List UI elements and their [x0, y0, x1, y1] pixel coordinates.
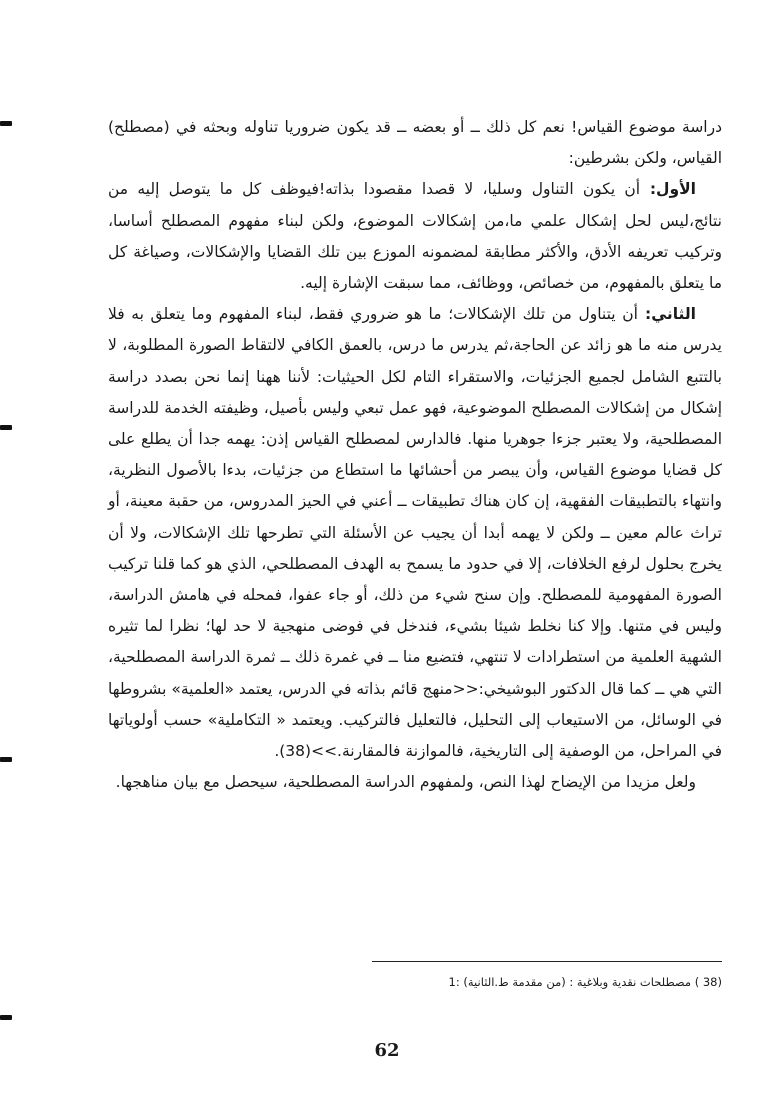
paragraph-text: ولعل مزيدا من الإيضاح لهذا النص، ولمفهوم الدراسة المصطلحية، سيحصل مع بيان مناهجها. — [115, 773, 696, 792]
paragraph-second-condition — [108, 299, 722, 767]
footnote-separator — [372, 961, 722, 962]
paragraph-text: أن يكون التناول وسليا، لا قصدا مقصودا بذاته!فيوظف كل ما يتوصل إليه من نتائج،ليس لحل إشكال علمي ما،من إشكالات الموضوع، ولكن لبناء مفهوم المصطلح أساسا، وتركيب تعريفه الأدق، والأكثر مطابقة لمضمونه الموزع بين تلك القضايا والإشكالات، وصياغة كل ما يتعلق بالمفهوم، من خصائص، ووظائف، مما سبقت الإشارة إليه. — [108, 180, 722, 293]
paragraph-intro — [108, 112, 722, 174]
body-text — [108, 112, 722, 798]
margin-mark-bottom — [0, 1015, 12, 1020]
paragraph-text: أن يتناول من تلك الإشكالات؛ ما هو ضروري فقط، لبناء المفهوم وما يتعلق به فلا يدرس منه ما هو زائد عن الحاجة،ثم يدرس ما درس، بالعمق الكافي لالتقاط الصورة المطلوبة، لا بالتتبع الشامل لجميع الجزئيات، والاستقراء التام لكل الحيثيات: لأننا ههنا إنما نحن بصدد دراسة إشكال من إشكالات المصطلح الموضوعية، فهو عمل تبعي وليس بأصيل، وظيفته الخدمة للدراسة المصطلحية، ولا يعتبر جزءا جوهريا منها. فالدارس لمصطلح القياس إذن: يهمه جدا أن يطلع على كل قضايا موضوع القياس، وأن يبصر من أحشائها ما استطاع من جزئيات، بدءا بالأصول النظرية، وانتهاء بالتطبيقات الفقهية، إن كان هناك تطبيقات ــ أعني في الحيز المدروس، من حقبة معينة، أو تراث عالم معين ــ ولكن لا يهمه أبدا أن يجيب عن الأسئلة التي تطرحها تلك الإشكالات، ولا أن يخرج بحلول لرفع الخلافات، إلا في حدود ما يسمح به الهدف المصطلحي، الذي هو كما قلنا تركيب الصورة المفهومية للمصطلح. وإن سنح شيء من ذلك، أو جاء عفوا، فمحله في هامش الدراسة، وليس في متنها. وإلا كنا نخلط شيئا بشيء، فندخل في فوضى منهجية لا حد لها؛ نظرا لما تثيره الشهية العلمية من استطرادات لا تنتهي، فتضيع منا ــ في غمرة ذلك ــ ثمرة الدراسة المصطلحية، التي هي ــ كما قال الدكتور البوشيخي:<<منهج قائم بذاته في الدرس، يعتمد «العلمية» بشروطها في الوسائل، من الاستيعاب إلى التحليل، فالتعليل فالتركيب. ويعتمد « التكاملية» حسب أولوياتها في المراحل، من الوصفية إلى التاريخية، فالموازنة فالمقارنة.>>(38). — [108, 305, 722, 761]
paragraph-closing — [108, 767, 722, 798]
paragraph-lead: الثاني: — [637, 305, 696, 324]
page-number: 62 — [374, 1040, 400, 1061]
margin-mark-upper-middle — [0, 425, 12, 430]
paragraph-lead: الأول: — [640, 180, 696, 199]
footnote: (38 ) مصطلحات نقدية وبلاغية : (من مقدمة ط.الثانية) :1 — [448, 975, 722, 989]
margin-mark-top — [0, 121, 12, 126]
paragraph-text: دراسة موضوع القياس! نعم كل ذلك ــ أو بعضه ــ قد يكون ضروريا تناوله وبحثه في (مصطلح) القياس، ولكن بشرطين: — [108, 118, 722, 168]
paragraph-first-condition — [108, 174, 722, 299]
margin-mark-lower-middle — [0, 757, 12, 762]
